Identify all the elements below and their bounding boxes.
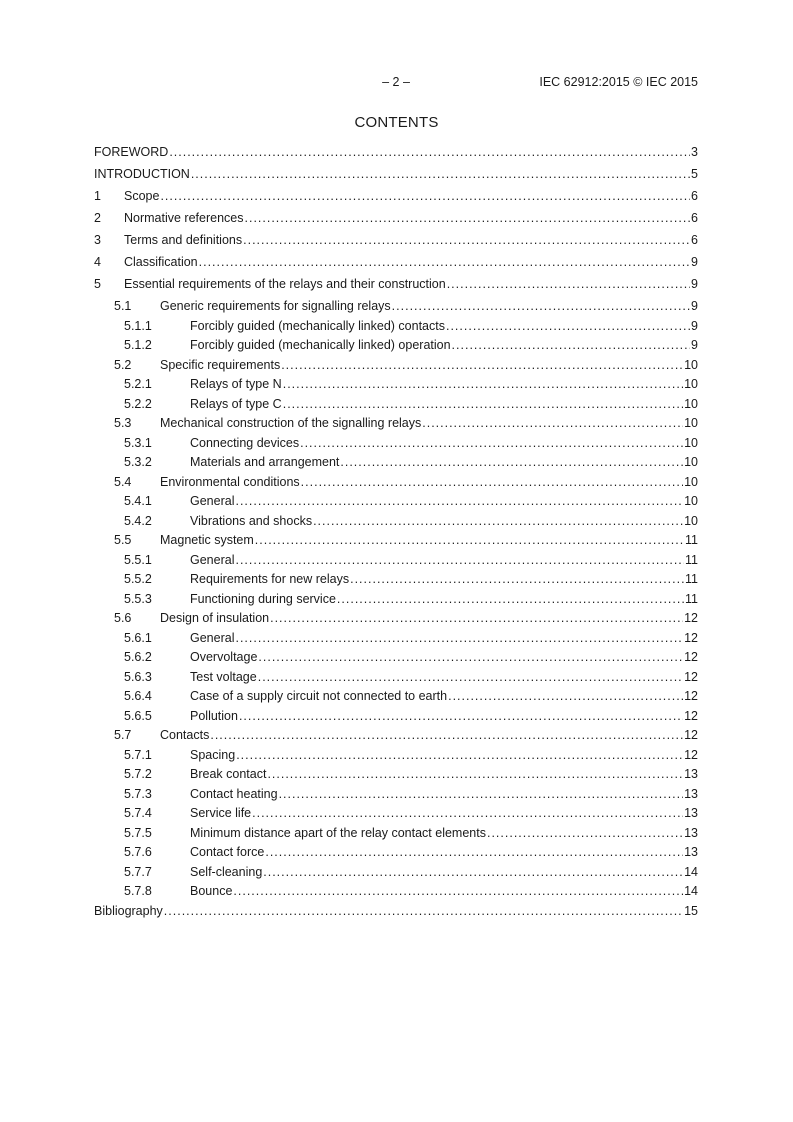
toc-entry[interactable] (94, 787, 698, 807)
toc-entry-label: Magnetic system (160, 533, 254, 547)
toc-entry-number: 4 (94, 255, 101, 269)
toc-entry-number: 5.4.2 (124, 513, 152, 528)
toc-entry-page: 12 (684, 747, 698, 762)
toc-entry-label: Bibliography (94, 903, 163, 918)
toc-entry-label: Contact heating (190, 786, 278, 801)
toc-entry-label: General (190, 630, 235, 645)
toc-entry-label: Case of a supply circuit not connected to earth (190, 689, 448, 703)
toc-leader-dots (283, 377, 683, 391)
toc-entry[interactable] (94, 611, 698, 631)
toc-leader-dots (233, 884, 683, 898)
toc-entry-page: 3 (691, 145, 698, 159)
toc-entry-page: 12 (684, 689, 698, 703)
toc-entry[interactable] (94, 865, 698, 885)
toc-entry-label: Self-cleaning (190, 864, 263, 879)
toc-entry-label: Relays of type N (190, 377, 282, 391)
toc-entry-page: 10 (684, 455, 698, 469)
toc-entry-label: Functioning during service (190, 591, 336, 606)
toc-leader-dots (452, 338, 691, 352)
toc-leader-dots (267, 767, 683, 781)
toc-entry-page: 6 (691, 233, 698, 247)
toc-entry-number: 5.1.2 (124, 338, 152, 352)
toc-entry-label: Generic requirements for signalling relays (160, 299, 391, 313)
toc-entry-label: Essential requirements of the relays and their construction (124, 277, 446, 291)
toc-entry-page: 13 (684, 845, 698, 859)
toc-leader-dots (235, 553, 684, 567)
toc-entry-label: Connecting devices (190, 435, 300, 450)
toc-leader-dots (301, 475, 683, 489)
toc-entry[interactable] (94, 533, 698, 553)
toc-entry-page: 10 (684, 377, 698, 391)
toc-entry-number: 5.2.1 (124, 377, 152, 391)
toc-entry[interactable] (94, 377, 698, 397)
toc-entry[interactable] (94, 255, 698, 277)
toc-leader-dots (235, 631, 683, 645)
toc-leader-dots (448, 689, 683, 703)
toc-entry-label: Spacing (190, 747, 236, 762)
toc-entry[interactable] (94, 806, 698, 826)
toc-entry[interactable] (94, 748, 698, 768)
toc-entry[interactable] (94, 233, 698, 255)
toc-entry-label: Pollution (190, 708, 238, 723)
toc-entry[interactable] (94, 514, 698, 534)
toc-entry[interactable] (94, 167, 698, 189)
toc-entry-page: 12 (684, 728, 698, 742)
toc-entry-label: Relays of type C (190, 396, 282, 411)
toc-leader-dots (281, 358, 683, 372)
toc-entry-page: 13 (684, 806, 698, 820)
toc-leader-dots (487, 826, 683, 840)
toc-entry-page: 9 (691, 338, 698, 352)
toc-leader-dots (283, 397, 683, 411)
toc-entry-label: General (190, 494, 235, 508)
toc-entry-number: 5.7.2 (124, 767, 152, 781)
toc-entry[interactable] (94, 319, 698, 339)
toc-entry[interactable] (94, 631, 698, 651)
toc-entry-number: 5.7.3 (124, 786, 152, 801)
toc-entry-page: 9 (691, 318, 698, 333)
toc-entry-number: 5.7.8 (124, 884, 152, 898)
toc-entry[interactable] (94, 397, 698, 417)
toc-entry-number: 5.6.3 (124, 669, 152, 684)
toc-leader-dots (422, 416, 683, 430)
toc-entry-number: 5.5.1 (124, 552, 152, 567)
document-id: IEC 62912:2015 © IEC 2015 (539, 75, 698, 89)
toc-leader-dots (245, 211, 691, 225)
toc-entry-number: 5.7.1 (124, 747, 152, 762)
toc-entry-number: 5.7.7 (124, 864, 152, 879)
toc-entry-page: 12 (684, 708, 698, 723)
toc-entry[interactable] (94, 689, 698, 709)
toc-entry[interactable] (94, 475, 698, 495)
toc-entry-label: Classification (124, 255, 198, 269)
toc-entry-number: 5.4 (114, 474, 132, 489)
page-header (0, 75, 793, 93)
toc-leader-dots (252, 806, 683, 820)
toc-entry-label: Minimum distance apart of the relay contact elements (190, 825, 486, 840)
toc-entry[interactable] (94, 338, 698, 358)
toc-entry-number: 5.4.1 (124, 494, 152, 508)
toc-entry-label: Materials and arrangement (190, 455, 340, 469)
page-title: CONTENTS (354, 114, 439, 131)
toc-entry[interactable] (94, 845, 698, 865)
toc-entry-page: 11 (685, 552, 698, 567)
toc-entry[interactable] (94, 416, 698, 436)
toc-leader-dots (447, 277, 690, 291)
toc-entry-page: 12 (684, 630, 698, 645)
page-number: – 2 – (382, 75, 410, 89)
toc-leader-dots (239, 709, 683, 723)
toc-entry[interactable] (94, 592, 698, 612)
toc-leader-dots (258, 670, 683, 684)
toc-entry-label: General (190, 552, 235, 567)
toc-entry-page: 14 (684, 884, 698, 898)
toc-entry-number: 5 (94, 277, 101, 291)
toc-leader-dots (255, 533, 684, 547)
toc-leader-dots (236, 748, 683, 762)
toc-entry-page: 14 (684, 864, 698, 879)
toc-leader-dots (243, 233, 690, 247)
toc-entry-label: Mechanical construction of the signalling relays (160, 416, 422, 430)
toc-entry[interactable] (94, 189, 698, 211)
toc-leader-dots (263, 865, 683, 879)
toc-entry[interactable] (94, 884, 698, 904)
toc-entry[interactable] (94, 904, 698, 926)
toc-entry-number: 5.2 (114, 357, 132, 372)
toc-entry-page: 15 (684, 903, 698, 918)
toc-entry-label: FOREWORD (94, 145, 169, 159)
toc-entry-label: INTRODUCTION (94, 167, 190, 181)
toc-entry-label: Terms and definitions (124, 233, 243, 247)
toc-entry-page: 12 (684, 669, 698, 684)
toc-entry-page: 6 (691, 189, 698, 203)
toc-entry[interactable] (94, 650, 698, 670)
toc-entry-label: Normative references (124, 211, 244, 225)
toc-entry[interactable] (94, 211, 698, 233)
toc-entry-label: Design of insulation (160, 611, 270, 625)
toc-entry-label: Contact force (190, 845, 265, 859)
toc-entry-number: 5.1 (114, 299, 132, 313)
toc-entry-page: 10 (684, 357, 698, 372)
toc-entry-label: Service life (190, 806, 252, 820)
toc-entry-page: 10 (684, 494, 698, 508)
toc-entry[interactable] (94, 826, 698, 846)
toc-entry[interactable] (94, 494, 698, 514)
toc-entry-page: 10 (684, 435, 698, 450)
toc-entry-page: 6 (691, 211, 698, 225)
toc-entry[interactable] (94, 455, 698, 475)
toc-leader-dots (210, 728, 683, 742)
toc-entry-page: 13 (684, 767, 698, 781)
toc-entry-label: Overvoltage (190, 650, 258, 664)
toc-leader-dots (392, 299, 690, 313)
table-of-contents (94, 145, 698, 926)
toc-entry-number: 5.3.2 (124, 455, 152, 469)
toc-entry-number: 5.7.4 (124, 806, 152, 820)
toc-entry[interactable] (94, 709, 698, 729)
toc-entry-page: 9 (691, 277, 698, 291)
toc-leader-dots (350, 572, 684, 586)
toc-leader-dots (279, 787, 684, 801)
toc-entry[interactable] (94, 358, 698, 378)
toc-entry-label: Test voltage (190, 669, 257, 684)
toc-entry-page: 11 (685, 572, 698, 586)
toc-leader-dots (313, 514, 683, 528)
toc-entry-label: Contacts (160, 728, 210, 742)
toc-entry[interactable] (94, 572, 698, 592)
toc-entry-page: 9 (691, 255, 698, 269)
toc-entry-number: 5.6.2 (124, 650, 152, 664)
toc-entry-page: 10 (684, 474, 698, 489)
toc-entry[interactable] (94, 145, 698, 167)
toc-entry[interactable] (94, 767, 698, 787)
toc-leader-dots (270, 611, 683, 625)
toc-entry-number: 5.5 (114, 533, 132, 547)
toc-entry-label: Bounce (190, 884, 233, 898)
toc-entry-label: Vibrations and shocks (190, 513, 313, 528)
toc-entry-number: 5.7.6 (124, 845, 152, 859)
toc-entry-number: 5.6.5 (124, 708, 152, 723)
toc-entry-page: 11 (685, 533, 698, 547)
toc-entry[interactable] (94, 553, 698, 573)
toc-entry-page: 10 (684, 416, 698, 430)
toc-entry-page: 13 (684, 786, 698, 801)
toc-entry-number: 5.7 (114, 728, 132, 742)
toc-entry-page: 10 (684, 396, 698, 411)
toc-leader-dots (191, 167, 690, 181)
toc-entry-number: 5.6.4 (124, 689, 152, 703)
toc-entry-label: Forcibly guided (mechanically linked) contacts (190, 318, 445, 333)
toc-entry-label: Forcibly guided (mechanically linked) operation (190, 338, 451, 352)
toc-leader-dots (169, 145, 690, 159)
toc-entry[interactable] (94, 728, 698, 748)
toc-entry-page: 9 (691, 299, 698, 313)
toc-entry-page: 5 (691, 167, 698, 181)
toc-leader-dots (265, 845, 683, 859)
toc-entry-number: 5.6 (114, 611, 132, 625)
toc-leader-dots (300, 436, 683, 450)
toc-entry-number: 5.7.5 (124, 825, 152, 840)
toc-entry-page: 12 (684, 650, 698, 664)
toc-entry-number: 5.3.1 (124, 435, 152, 450)
toc-entry-number: 5.5.2 (124, 572, 152, 586)
toc-entry-label: Scope (124, 189, 160, 203)
toc-leader-dots (160, 189, 690, 203)
toc-entry[interactable] (94, 670, 698, 690)
toc-leader-dots (258, 650, 683, 664)
toc-entry-label: Specific requirements (160, 357, 281, 372)
toc-entry-page: 13 (684, 825, 698, 840)
toc-entry-page: 10 (684, 513, 698, 528)
toc-leader-dots (235, 494, 683, 508)
toc-leader-dots (199, 255, 690, 269)
toc-leader-dots (340, 455, 683, 469)
toc-entry-number: 2 (94, 211, 101, 225)
toc-entry-number: 5.2.2 (124, 396, 152, 411)
toc-entry-number: 1 (94, 189, 101, 203)
toc-entry-label: Requirements for new relays (190, 572, 350, 586)
toc-entry-number: 5.3 (114, 416, 132, 430)
toc-entry-label: Environmental conditions (160, 474, 300, 489)
toc-leader-dots (446, 319, 690, 333)
toc-entry-number: 3 (94, 233, 101, 247)
toc-leader-dots (337, 592, 684, 606)
toc-entry-number: 5.6.1 (124, 630, 152, 645)
toc-entry[interactable] (94, 299, 698, 319)
toc-entry-page: 11 (685, 591, 698, 606)
toc-entry-number: 5.5.3 (124, 591, 152, 606)
toc-entry-page: 12 (684, 611, 698, 625)
toc-leader-dots (164, 904, 683, 918)
toc-entry-label: Break contact (190, 767, 267, 781)
toc-entry-number: 5.1.1 (124, 318, 152, 333)
toc-entry[interactable] (94, 277, 698, 299)
toc-entry[interactable] (94, 436, 698, 456)
